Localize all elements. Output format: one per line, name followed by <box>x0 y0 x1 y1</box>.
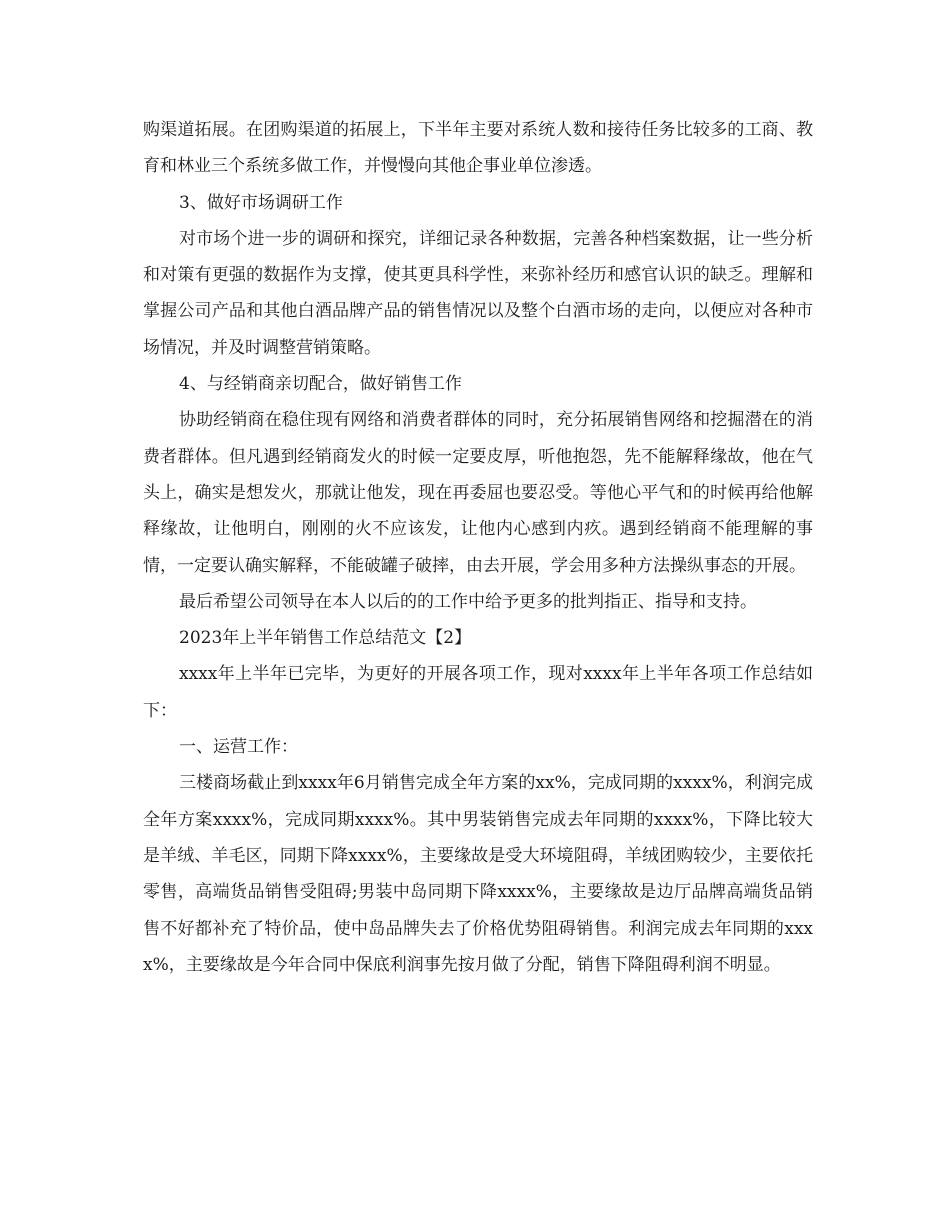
section-heading-dealer-cooperation: 4、与经销商亲切配合，做好销售工作 <box>179 374 462 395</box>
section-heading-market-research: 3、做好市场调研工作 <box>179 192 343 213</box>
paragraph-market-research: 对市场个进一步的调研和探究，详细记录各种数据，完善各种档案数据，让一些分析和对策有更强的数据作为支撑，使其更具科学性，来弥补经历和感官认识的缺乏。理解和掌握公司产品和其他白酒品牌产品的销售情况以及整个白酒市场的走向，以便应对各种市场情况，并及时调整营销策略。 <box>143 228 813 358</box>
paragraph-intro-2: xxxx年上半年已完毕，为更好的开展各项工作，现对xxxx年上半年各项工作总结如下： <box>143 664 813 721</box>
section-heading-operations: 一、运营工作： <box>179 737 298 758</box>
paragraph-dealer-cooperation: 协助经销商在稳住现有网络和消费者群体的同时，充分拓展销售网络和挖掘潜在的消费者群体。但凡遇到经销商发火的时候一定要皮厚，听他抱怨，先不能解释缘故，他在气头上，确实是想发火，那就让他发，现在再委屈也要忍受。等他心平气和的时候再给他解释缘故，让他明白，刚刚的火不应该发，让他内心感到内疚。遇到经销商不能理解的事情，一定要认确实解释，不能破罐子破摔，由去开展，学会用多种方法操纵事态的开展。 <box>143 410 813 576</box>
article-title-2: 2023年上半年销售工作总结范文【2】 <box>179 628 472 649</box>
paragraph-1: 购渠道拓展。在团购渠道的拓展上，下半年主要对系统人数和接待任务比较多的工商、教育和林业三个系统多做工作，并慢慢向其他企事业单位渗透。 <box>143 120 813 177</box>
document-body <box>143 112 813 983</box>
paragraph-operations: 三楼商场截止到xxxx年6月销售完成全年方案的xx%，完成同期的xxxx%，利润完成全年方案xxxx%，完成同期xxxx%。其中男装销售完成去年同期的xxxx%，下降比较大是羊绒、羊毛区，同期下降xxxx%，主要缘故是受大环境阻碍，羊绒团购较少，主要依托零售，高端货品销售受阻碍;男装中岛同期下降xxxx%，主要缘故是边厅品牌高端货品销售不好都补充了特价品，使中岛品牌失去了价格优势阻碍销售。利润完成去年同期的xxxx%，主要缘故是今年合同中保底利润事先按月做了分配，销售下降阻碍利润不明显。 <box>143 773 813 975</box>
paragraph-closing: 最后希望公司领导在本人以后的的工作中给予更多的批判指正、指导和支持。 <box>179 591 757 612</box>
